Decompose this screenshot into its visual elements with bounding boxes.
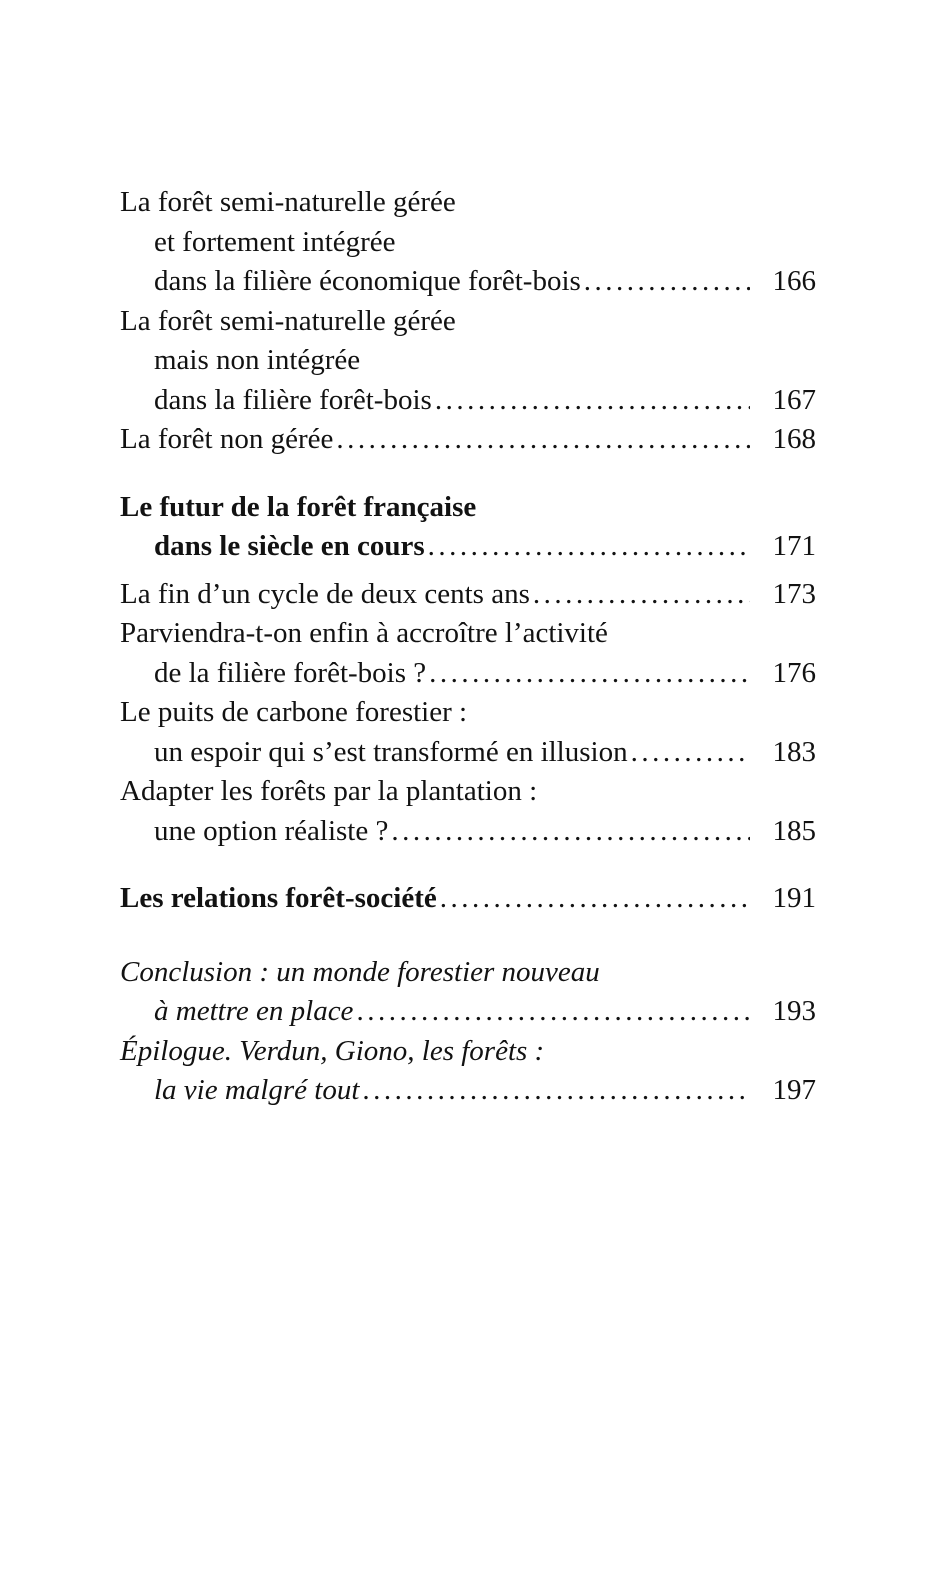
toc-entry-title: un espoir qui s’est transformé en illusion [154,735,628,768]
toc-entry-title: La forêt non gérée [120,423,334,455]
toc-entry-title: La fin d’un cycle de deux cents ans [120,577,530,610]
dot-leader [584,262,750,302]
toc-entry [120,575,816,615]
toc-entry-title: dans la filière économique forêt-bois [154,265,581,297]
page-number: 193 [772,995,816,1027]
toc-entry [120,1032,816,1111]
dot-leader [336,420,750,460]
toc-entry [120,772,816,851]
toc-entry-title: La forêt semi-naturelle gérée [120,304,456,337]
toc-entry-title: une option réaliste ? [154,814,389,847]
toc-line [120,262,816,302]
page-number: 191 [772,882,816,914]
toc-entry-title: la vie malgré tout [154,1074,360,1106]
toc-entry [120,953,816,1032]
toc-line [120,992,816,1032]
toc-line [120,953,816,993]
toc-line [120,879,816,919]
toc-entry [120,693,816,772]
page-number: 171 [772,530,816,562]
toc-entry-title: Les relations forêt-société [120,882,437,914]
toc-entry [120,302,816,421]
toc-entry-title: dans la filière forêt-bois [154,383,432,416]
page-number: 168 [772,423,816,455]
toc-entry-title: mais non intégrée [154,344,361,376]
toc-entry-title: Le puits de carbone forestier : [120,696,468,728]
toc-line [120,381,816,421]
toc-entry [120,183,816,302]
toc-entry-title: Le futur de la forêt française [120,490,477,523]
page-number: 173 [772,577,816,610]
toc-line [120,488,816,528]
dot-leader [440,879,750,919]
toc-entry [120,488,816,567]
toc-line [120,575,816,615]
toc-list [120,183,816,1111]
toc-entry-title: Épilogue. Verdun, Giono, les forêts : [120,1034,545,1067]
toc-line [120,183,816,223]
dot-leader [391,812,750,852]
toc-entry-title: dans le siècle en cours [154,530,425,562]
toc-line [120,302,816,342]
page-number: 183 [772,735,816,768]
dot-leader [533,575,750,615]
toc-line [120,614,816,654]
page-number: 197 [772,1074,816,1106]
toc-entry [120,879,816,919]
page-number: 176 [772,656,816,689]
toc-line [120,693,816,733]
toc-line [120,812,816,852]
toc-entry [120,420,816,460]
dot-leader [429,654,750,694]
toc-line [120,733,816,773]
page-number: 185 [772,814,816,847]
dot-leader [428,527,750,567]
dot-leader [435,381,750,421]
toc-entry-title: de la filière forêt-bois ? [154,656,427,689]
toc-entry [120,614,816,693]
toc-entry-title: à mettre en place [154,995,354,1027]
toc-line [120,772,816,812]
dot-leader [631,733,750,773]
toc-line [120,341,816,381]
dot-leader [356,992,750,1032]
toc-entry-title: Parviendra-t-on enfin à accroître l’activité [120,617,608,649]
dot-leader [362,1071,750,1111]
toc-entry-title: La forêt semi-naturelle gérée [120,186,456,218]
page-number: 166 [772,265,816,297]
toc-entry-title: Adapter les forêts par la plantation : [120,775,538,807]
toc-entry-title: et fortement intégrée [154,225,396,258]
page-number: 167 [772,383,816,416]
toc-line [120,1071,816,1111]
toc-entry-title: Conclusion : un monde forestier nouveau [120,955,600,988]
toc-line [120,1032,816,1072]
toc-line [120,527,816,567]
toc-line [120,420,816,460]
toc-line [120,654,816,694]
toc-line [120,223,816,263]
